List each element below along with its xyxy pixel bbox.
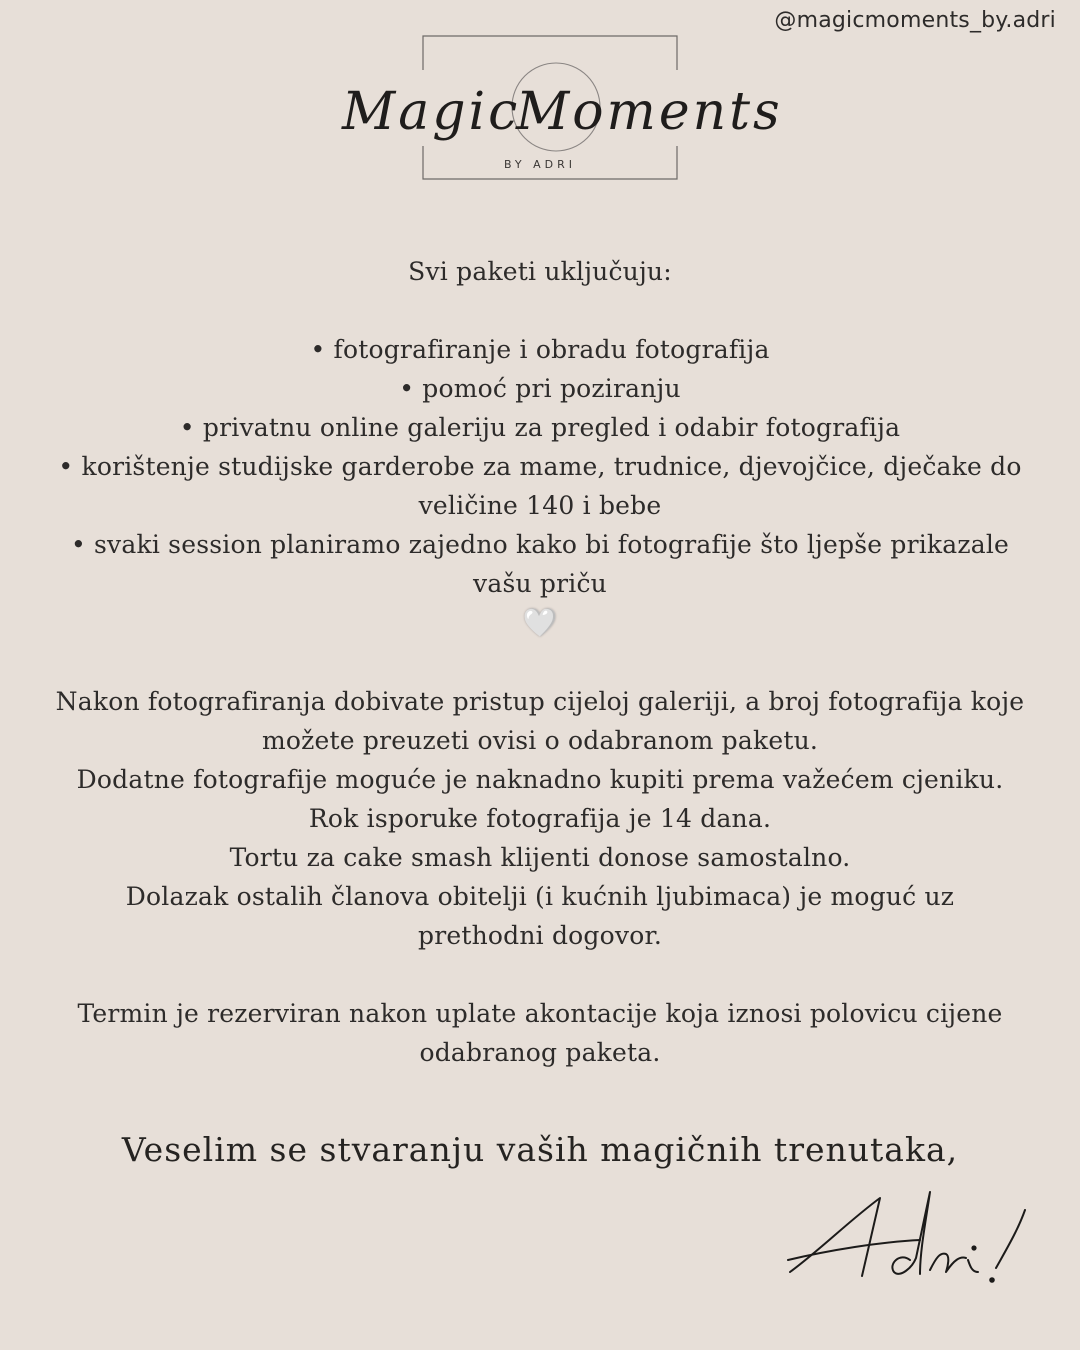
info-line: Dodatne fotografije moguće je naknadno kupiti prema važećem cjeniku. bbox=[76, 765, 1004, 794]
white-heart-icon: 🤍 bbox=[522, 606, 558, 639]
closing-line: Veselim se stvaranju vaših magičnih trenutaka, bbox=[121, 1130, 959, 1169]
included-item: • korištenje studijske garderobe za mame, trudnice, djevojčice, dječake do veličine 140 i bebe bbox=[58, 452, 1022, 520]
info-line: Rok isporuke fotografija je 14 dana. bbox=[308, 804, 772, 833]
included-section bbox=[40, 252, 1040, 643]
logo-word-magic: Magic bbox=[342, 82, 521, 142]
brand-logo bbox=[340, 34, 783, 184]
instagram-handle: @magicmoments_by.adri bbox=[774, 8, 1056, 33]
included-item: • pomoć pri poziranju bbox=[399, 374, 681, 403]
signature-drawing bbox=[770, 1180, 1050, 1300]
included-item: • fotografiranje i obradu fotografija bbox=[310, 335, 770, 364]
included-item: • svaki session planiramo zajedno kako bi fotografije što ljepše prikazale vašu priču bbox=[70, 530, 1010, 598]
info-section bbox=[40, 682, 1040, 1072]
info-line: Tortu za cake smash klijenti donose samostalno. bbox=[229, 843, 851, 872]
logo-subtitle: BY ADRI bbox=[503, 158, 577, 171]
deposit-note: Termin je rezerviran nakon uplate akontacije koja iznosi polovicu cijene odabranog paketa. bbox=[77, 999, 1003, 1067]
signature bbox=[770, 1180, 1050, 1300]
info-line: Dolazak ostalih članova obitelji (i kućnih ljubimaca) je moguć uz prethodni dogovor. bbox=[125, 882, 955, 950]
logo-word-moments: Moments bbox=[516, 82, 783, 142]
included-heading: Svi paketi uključuju: bbox=[408, 257, 672, 286]
info-line: Nakon fotografiranja dobivate pristup cijeloj galeriji, a broj fotografija koje možete preuzeti ovisi o odabranom paketu. bbox=[55, 687, 1025, 755]
included-item: • privatnu online galeriju za pregled i odabir fotografija bbox=[179, 413, 901, 442]
